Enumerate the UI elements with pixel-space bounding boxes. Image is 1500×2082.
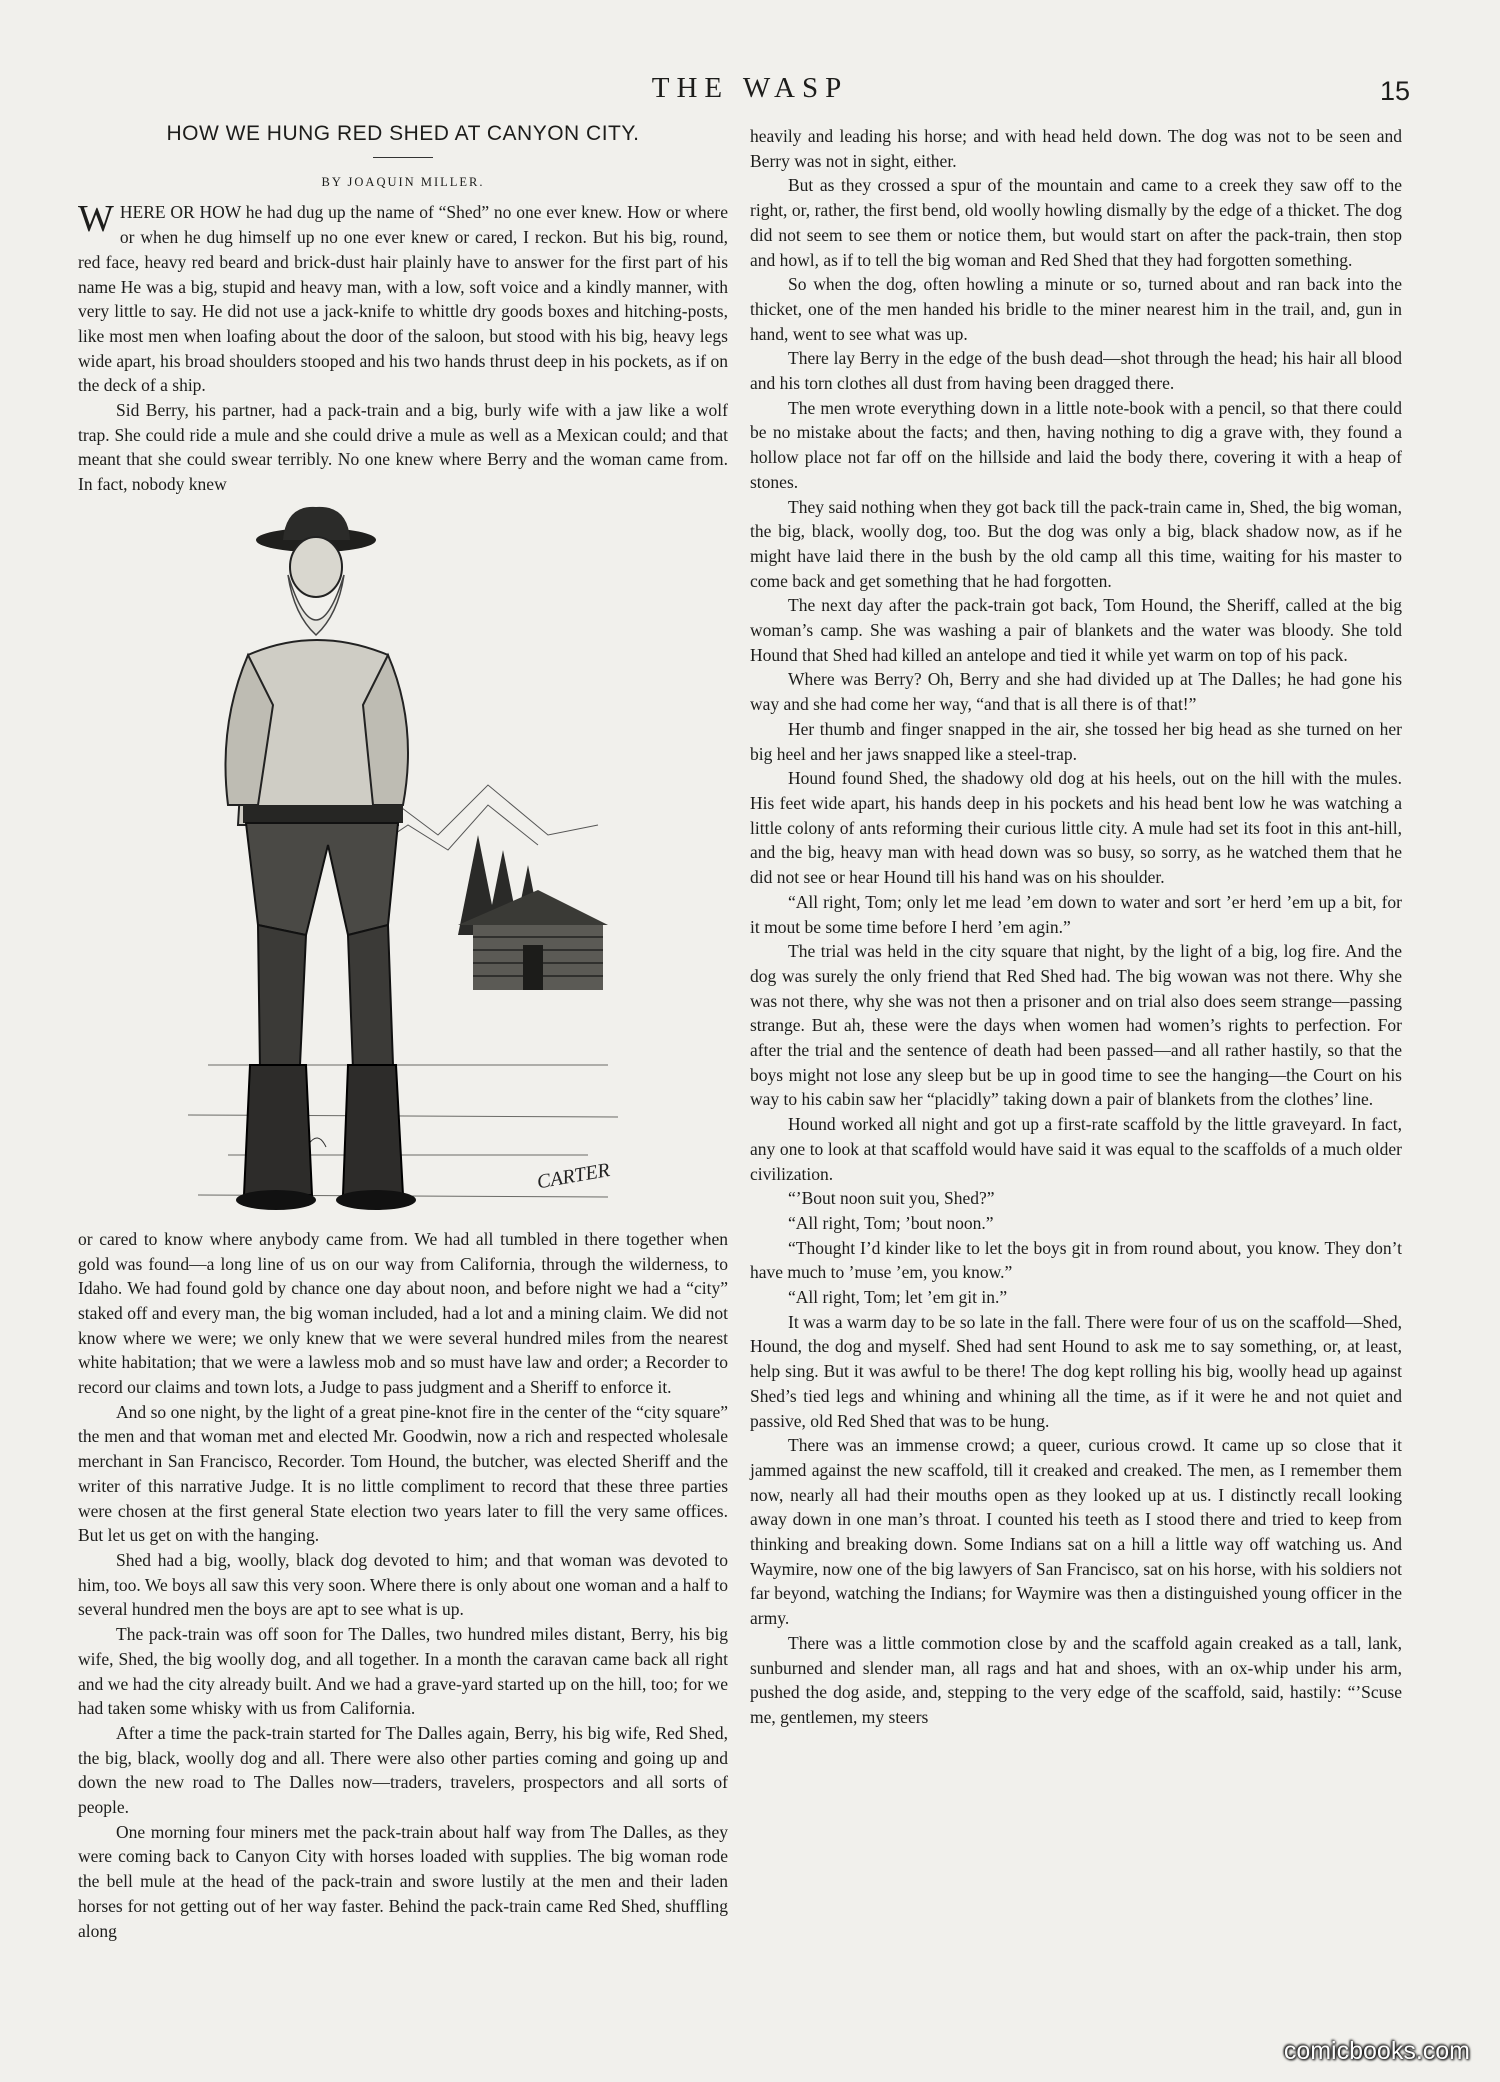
- right-paragraph: “All right, Tom; let ’em git in.”: [788, 1287, 1008, 1308]
- right-paragraph: So when the dog, often howling a minute or so, turned about and ran back into the thicket, one of the men handed his bridle to the miner nearest him in the trail, and, gun in hand, went to see what was up.: [750, 274, 1402, 344]
- right-paragraph: There lay Berry in the edge of the bush dead—shot through the head; his hair all blood and his torn clothes all dust from having been dragged there.: [750, 348, 1402, 394]
- right-paragraph: Where was Berry? Oh, Berry and she had divided up at The Dalles; he had gone his way and she had come her way, “and that is all there is of that!”: [750, 669, 1402, 715]
- paragraph-1: [78, 200, 728, 398]
- byline: BY JOAQUIN MILLER.: [321, 174, 485, 189]
- right-paragraph: The men wrote everything down in a little note-book with a pencil, so that there could be no mistake about the facts; and then, having nothing to dig a grave with, they found a hollow place not far off on the hillside and laid the body there, covering it with a heap of stones.: [750, 397, 1402, 492]
- right-paragraph: “All right, Tom; ’bout noon.”: [788, 1212, 994, 1233]
- paragraph-2-start: Sid Berry, his partner, had a pack-train and a big, burly wife with a jaw like a wolf trap. She could ride a mule and she could drive a mule as well as a Mexican could; and that meant that she could swear terribly. No one knew where Berry and the woman came from. In fact, nobody knew: [78, 400, 728, 495]
- miner-figure: [226, 507, 417, 1210]
- right-paragraph: It was a warm day to be so late in the fall. There were four of us on the scaffold—Shed, Hound, the dog and myself. Shed had sent Hound to ask me to say something, or, at least, help sing. But it was awful to be there! The dog kept rolling his big, woolly head up against Shed’s tied legs and whining and whining all the time, as if it were he and not quiet and passive, old Red Shed that was to be hung.: [750, 1311, 1402, 1431]
- masthead: THE WASP: [651, 72, 849, 104]
- right-paragraph: The trial was held in the city square that night, by the light of a big, log fire. And the dog was surely the only friend that Red Shed had. The big wowan was not there. Why she was not there, why she was not then a prisoner and on trial also does seem strange—passing strange. But ah, these were the days when women had women’s rights to perfection. For after the trial and the sentence of death had been passed—and all rather hastily, so that the boys might not lose any sleep but be up in good time to see the hanging—the Court on his way to his cabin saw her “placidly” taking down a pair of blankets from the clothes’ line.: [750, 941, 1402, 1110]
- illustration: [78, 505, 728, 1225]
- article-title: HOW WE HUNG RED SHED AT CANYON CITY.: [166, 122, 640, 145]
- watermark: comicbooks.com: [1283, 2037, 1470, 2065]
- right-paragraph: There was a little commotion close by and the scaffold again creaked as a tall, lank, sunburned and slender man, all rags and hat and shoes, with an ox-whip under his arm, pushed the dog aside, and, stepping to the very edge of the scaffold, said, hastily: “’Scuse me, gentlemen, my steers: [750, 1632, 1402, 1727]
- right-paragraph: Hound found Shed, the shadowy old dog at his heels, out on the hill with the mules. His feet wide apart, his hands deep in his pockets and his head bent low he was watching a little colony of ants reforming their curious little city. A mule had set its foot in this ant-hill, and the big, heavy man with head down was so busy, so sorry, as he watched them that he did not see or hear Hound till his hand was on his shoulder.: [750, 768, 1402, 888]
- drop-cap: W: [78, 198, 114, 241]
- right-paragraph: “All right, Tom; only let me lead ’em down to water and sort ’er herd ’em up a bit, for it mout be some time before I herd ’em agin.”: [750, 891, 1402, 937]
- miner-illustration: [188, 505, 618, 1225]
- right-paragraph: “Thought I’d kinder like to let the boys git in from round about, you know. They don’t have much to ’muse ’em, you know.”: [750, 1237, 1402, 1283]
- right-paragraph: Her thumb and finger snapped in the air, she tossed her big head as she turned on her big heel and her jaws snapped like a steel-trap.: [750, 718, 1402, 764]
- left-paragraph: The pack-train was off soon for The Dalles, two hundred miles distant, Berry, his big wife, Shed, the big woolly dog, and all together. In a month the caravan came back all right and we had the city already built. And we had a grave-yard started up on the hill, too; for we had taken some whisky with us from California.: [78, 1624, 728, 1719]
- title-rule: [373, 157, 433, 158]
- right-paragraph: “’Bout noon suit you, Shed?”: [788, 1188, 995, 1209]
- left-column: [78, 122, 728, 1943]
- right-paragraph: Hound worked all night and got up a first-rate scaffold by the little graveyard. In fact, any one to look at that scaffold would have said it was equal to the scaffolds of a much older civilization.: [750, 1114, 1402, 1184]
- page-number: 15: [1379, 76, 1410, 106]
- right-column: [750, 124, 1402, 1730]
- left-paragraph: And so one night, by the light of a great pine-knot fire in the center of the “city square” the men and that woman met and elected Mr. Goodwin, now a rich and respected wholesale merchant in San Francisco, Recorder. Tom Hound, the butcher, was elected Sheriff and the writer of this narrative Judge. It is no little compliment to record that these three parties were chosen at the first general State election two years later to fill the very same offices. But let us get on with the hanging.: [78, 1401, 728, 1546]
- artist-signature: CARTER: [535, 1158, 612, 1194]
- right-paragraph: heavily and leading his horse; and with head held down. The dog was not to be seen and Berry was not in sight, either.: [750, 126, 1402, 171]
- left-paragraph: After a time the pack-train started for The Dalles again, Berry, his big wife, Red Shed, the big, black, woolly dog and all. There were also other parties coming and going up and down the new road to The Dalles now—traders, travelers, prospectors and all sorts of people.: [78, 1722, 728, 1818]
- paragraph-2-continued: or cared to know where anybody came from. We had all tumbled in there together when gold was found—a long line of us on our way from California, through the wilderness, to Idaho. We had found gold by chance one day about noon, and before night we had a “city” staked off and every man, the big woman included, had a lot and a mining claim. We did not know where we were; we only knew that we were several hundred miles from the nearest white habitation; that we were a lawless mob and so must have law and order; a Recorder to record our claims and town lots, a Judge to pass judgment and a Sheriff to enforce it.: [78, 1228, 728, 1398]
- right-paragraph: There was an immense crowd; a queer, curious crowd. It came up so close that it jammed against the new scaffold, till it creaked and creaked. The men, as I remember them now, nearly all had their mouths open as they looked up at us. I distinctly recall looking away down in one man’s throat. I counted his teeth as I stood there and tried to keep from thinking and breaking down. Some Indians sat on a hill a little way off watching us. And Waymire, now one of the big lawyers of San Francisco, sat on his horse, with his soldiers not far beyond, watching the Indians; for Waymire was then a distinguished young officer in the army.: [750, 1435, 1402, 1629]
- right-paragraph: They said nothing when they got back till the pack-train came in, Shed, the big woman, the big, black, woolly dog, too. But the dog was only a big, black shadow now, as if he might have laid there in the bush by the old camp all this time, waiting for his master to come back and get something that he had forgotten.: [750, 496, 1402, 591]
- right-paragraph: But as they crossed a spur of the mountain and came to a creek they saw off to the right, or, rather, the first bend, old woolly howling dismally by the edge of a thicket. The dog did not seem to see them or notice them, but would start on after the pack-train, then stop and howl, as if to tell the big woman and Red Shed that they had forgotten something.: [750, 175, 1402, 270]
- right-paragraph: The next day after the pack-train got back, Tom Hound, the Sheriff, called at the big woman’s camp. She was washing a pair of blankets and the water was bloody. She told Hound that Shed had killed an antelope and tied it while yet warm on top of his pack.: [750, 595, 1402, 665]
- left-paragraph: One morning four miners met the pack-train about half way from The Dalles, as they were coming back to Canyon City with horses loaded with supplies. The big woman rode the bell mule at the head of the pack-train and swore lustily at the men and their laden horses for not getting out of her way faster. Behind the pack-train came Red Shed, shuffling along: [78, 1821, 728, 1941]
- left-paragraph: Shed had a big, woolly, black dog devoted to him; and that woman was devoted to him, too. We boys all saw this very soon. Where there is only about one woman and a half to several hundred men the boys are apt to see what is up.: [78, 1549, 728, 1620]
- paragraph-1-text: HERE OR HOW he had dug up the name of “Shed” no one ever knew. How or where or when he dug himself up no one ever knew or cared, I reckon. But his big, round, red face, heavy red beard and brick-dust hair plainly have to answer for the first part of his name He was a big, stupid and heavy man, with a low, soft voice and a kindly manner, with very little to say. He did not use a jack-knife to whittle dry goods boxes and hitching-posts, like most men when loafing about the door of the saloon, but stood with his big, heavy legs wide apart, his broad shoulders stooped and his two hands thrust deep in his pockets, as if on the deck of a ship.: [78, 202, 728, 396]
